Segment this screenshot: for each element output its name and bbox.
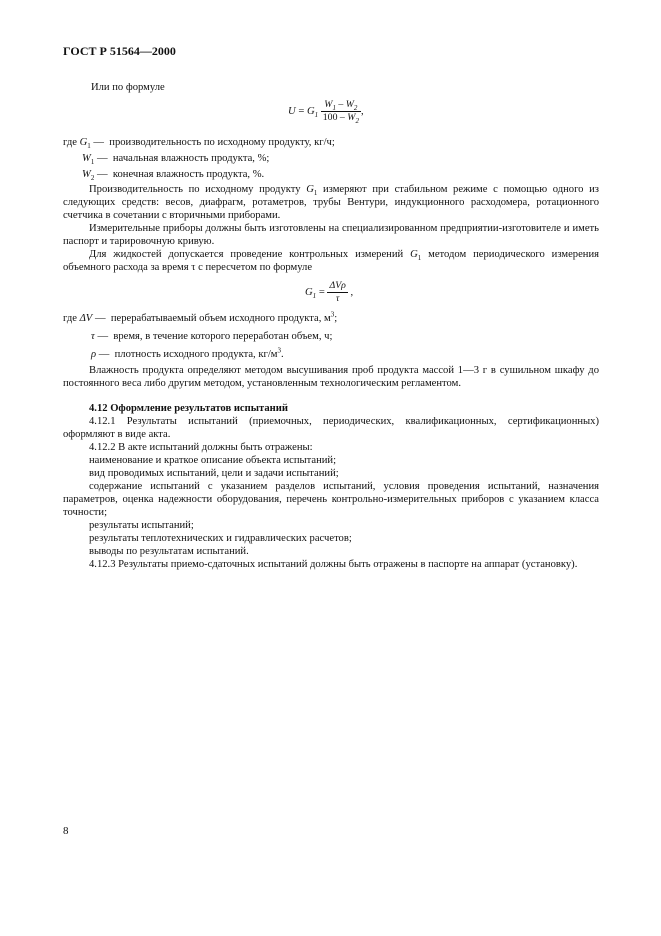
legend-w2 — [82, 168, 264, 181]
legend-symbol-sub: 2 — [90, 174, 95, 183]
formula-u-lhs: U — [288, 105, 296, 117]
legend-delta-v — [63, 312, 337, 325]
p2-text: Измерительные приборы должны быть изготовлены на специализированном предприятии-изготовителе и иметь паспорт и тарировочную кривую. — [63, 223, 599, 247]
p1-sym: G — [306, 184, 314, 195]
formula-g1-eq: = — [318, 286, 325, 298]
p4-text: Влажность продукта определяют методом высушивания проб продукта массой 1—3 г в сушильном шкафу до постоянного веса либо другим методом, установленным технологическим регламентом. — [63, 365, 599, 389]
list-item — [63, 454, 599, 467]
p3-b: методом периодического измерения объемного расхода за время τ с пересчетом по формуле — [63, 249, 599, 273]
legend-text: время, в течение которого переработан объем, ч; — [113, 331, 333, 342]
formula-u-fraction — [321, 99, 361, 124]
formula-g1-numerator: ΔVρ — [329, 280, 346, 291]
legend-text: конечная влажность продукта, %. — [112, 169, 265, 180]
formula-u-tail: , — [360, 105, 364, 117]
paragraph-liquids — [63, 248, 599, 274]
p-4122-text: 4.12.2 В акте испытаний должны быть отражены: — [89, 442, 313, 453]
legend-text: производительность по исходному продукту, кг/ч; — [109, 137, 335, 148]
formula-u-numerator — [321, 99, 361, 112]
legend-symbol: W — [82, 169, 91, 180]
legend-symbol: ρ — [91, 349, 97, 360]
num-minus: – — [338, 99, 344, 110]
p1-a: Производительность по исходному продукту — [89, 184, 307, 195]
legend-symbol: G — [79, 137, 88, 148]
paragraph-4-12-1 — [63, 415, 599, 441]
formula-u-denominator — [321, 112, 361, 124]
list-item-text: выводы по результатам испытаний. — [89, 546, 249, 557]
legend-text: начальная влажность продукта, %; — [112, 153, 270, 164]
formula-g1-denominator: τ — [335, 293, 340, 304]
document-header: ГОСТ Р 51564—2000 — [63, 44, 176, 58]
paragraph-measurement-means — [63, 183, 599, 222]
formula-g1-lhs-sub: 1 — [312, 292, 317, 301]
legend-text: плотность исходного продукта, кг/м — [114, 349, 278, 360]
formula-g1-fraction — [327, 280, 347, 305]
num-b-sub: 2 — [353, 103, 358, 112]
legend-symbol: W — [82, 153, 91, 164]
list-item — [63, 532, 599, 545]
list-item — [63, 519, 599, 532]
formula-intro: Или по формуле — [91, 82, 165, 93]
formula-u-eq: = — [298, 105, 305, 117]
legend-symbol: τ — [91, 331, 95, 342]
formula-g1-tail: , — [350, 286, 354, 298]
page-number: 8 — [63, 825, 69, 837]
paragraph-moisture — [63, 364, 599, 390]
paragraph-instruments — [63, 222, 599, 248]
den-b: W — [347, 112, 356, 123]
p3-sub: 1 — [417, 254, 422, 263]
list-item-text: вид проводимых испытаний, цели и задачи испытаний; — [89, 468, 339, 479]
list-item-text: наименование и краткое описание объекта испытаний; — [89, 455, 337, 466]
legend-tau — [91, 330, 332, 343]
p1-b: измеряют при стабильном режиме с помощью одного из следующих средств: весов, диафрагм, ротаметров, трубы Вентури, индукционного расходомера, ротационного счетчика в сочетании с вторичными приборами. — [63, 184, 599, 221]
section-heading-4-12: 4.12 Оформление результатов испытаний — [89, 403, 288, 414]
formula-g1-lhs: G — [305, 286, 313, 298]
formula-u-factor-sub: 1 — [314, 111, 319, 120]
legend-prefix: где — [63, 313, 77, 324]
list-item — [63, 467, 599, 480]
legend-g1 — [63, 136, 335, 149]
list-item-text: результаты испытаний; — [89, 520, 194, 531]
paragraph-4-12-3 — [63, 558, 599, 571]
legend-sup: 3 — [330, 310, 335, 319]
paragraph-4-12-2 — [63, 441, 599, 454]
num-a-sub: 1 — [332, 103, 336, 112]
p1-sub: 1 — [313, 189, 318, 198]
p-4123-text: 4.12.3 Результаты приемо-сдаточных испытаний должны быть отражены в паспорте на аппарат (установку). — [89, 559, 578, 570]
legend-symbol-sub: 1 — [90, 158, 95, 167]
legend-dash: — — [97, 331, 109, 342]
legend-symbol-sub: 1 — [87, 142, 91, 151]
legend-dash: — — [93, 137, 104, 148]
list-item-text: результаты теплотехнических и гидравлических расчетов; — [89, 533, 352, 544]
legend-text: перерабатываемый объем исходного продукта, м — [110, 313, 331, 324]
formula-g1 — [305, 280, 353, 305]
legend-dash: — — [96, 153, 108, 164]
legend-symbol: ΔV — [79, 313, 93, 324]
legend-end: . — [280, 349, 284, 360]
formula-u-factor: G — [306, 105, 315, 117]
formula-u — [288, 99, 364, 124]
num-b: W — [345, 99, 354, 110]
list-item — [63, 545, 599, 558]
legend-prefix: где — [63, 137, 77, 148]
p3-a: Для жидкостей допускается проведение контрольных измерений — [89, 249, 411, 260]
legend-w1 — [82, 152, 269, 165]
legend-rho — [91, 348, 284, 361]
den-a: 100 – — [322, 112, 345, 123]
p3-sym: G — [410, 249, 418, 260]
list-item — [63, 480, 599, 519]
legend-end: ; — [334, 313, 338, 324]
legend-sup: 3 — [277, 346, 281, 355]
legend-dash: — — [98, 349, 110, 360]
list-item-text: содержание испытаний с указанием разделов испытаний, условия проведения испытаний, назначения параметров, оценка надежности оборудования, перечень контрольно-измерительных приборов с указанием класса точности; — [63, 481, 599, 518]
p-4121-text: 4.12.1 Результаты испытаний (приемочных, периодических, квалификационных, сертификационных) оформляют в виде акта. — [63, 416, 599, 440]
legend-dash: — — [94, 313, 106, 324]
den-b-sub: 2 — [355, 116, 359, 125]
num-a: W — [324, 99, 333, 110]
legend-dash: — — [96, 169, 108, 180]
